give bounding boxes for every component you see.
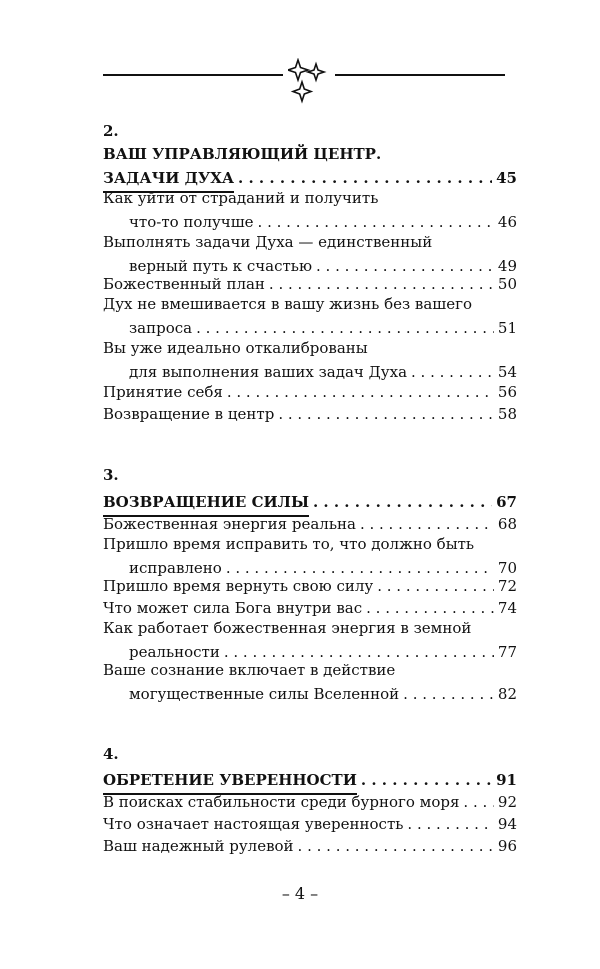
- chapter-4-title[interactable]: ОБРЕТЕНИЕ УВЕРЕННОСТИ . . . 91: [103, 768, 517, 792]
- toc-entry[interactable]: Вы уже идеально откалиброваны для выполнения ваших задач Духа . . . 54: [103, 336, 517, 384]
- toc-entry[interactable]: Что может сила Бога внутри вас . . . 74: [103, 596, 517, 620]
- toc-entry[interactable]: Ваш надежный рулевой . . . 96: [103, 834, 517, 858]
- toc-entry[interactable]: Как работает божественная энергия в земной реальности . . . 77: [103, 616, 517, 664]
- toc-entry[interactable]: Пришло время исправить то, что должно быть исправлено . . . 70: [103, 532, 517, 580]
- toc-entry[interactable]: Возвращение в центр . . . 58: [103, 402, 517, 426]
- toc-entry[interactable]: В поисках стабильности среди бурного моря . . . 92: [103, 790, 517, 814]
- chapter-4-number: 4.: [103, 745, 119, 763]
- page-number: – 4 –: [281, 884, 319, 903]
- toc-entry[interactable]: Дух не вмешивается в вашу жизнь без вашего запроса . . . 51: [103, 292, 517, 340]
- toc-entry[interactable]: Что означает настоящая уверенность . . . 94: [103, 812, 517, 836]
- toc-entry[interactable]: Выполнять задачи Духа — единственный верный путь к счастью . . . 49: [103, 230, 517, 278]
- toc-entry[interactable]: Божественный план . . . 50: [103, 272, 517, 296]
- toc-entry[interactable]: Божественная энергия реальна . . . 68: [103, 512, 517, 536]
- chapter-3-number: 3.: [103, 466, 119, 484]
- header-rule-left: [103, 74, 283, 76]
- chapter-3-title[interactable]: ВОЗВРАЩЕНИЕ СИЛЫ . . . 67: [103, 490, 517, 514]
- toc-entry[interactable]: Пришло время вернуть свою силу . . . 72: [103, 574, 517, 598]
- chapter-2-title[interactable]: ВАШ УПРАВЛЯЮЩИЙ ЦЕНТР. ЗАДАЧИ ДУХА . . . 45: [103, 142, 517, 190]
- header-rule-right: [335, 74, 505, 76]
- stars-ornament-icon: [288, 58, 334, 104]
- toc-entry[interactable]: Ваше сознание включает в действие могущественные силы Вселенной . . . 82: [103, 658, 517, 706]
- chapter-2-number: 2.: [103, 122, 119, 140]
- toc-entry[interactable]: Принятие себя . . . 56: [103, 380, 517, 404]
- toc-entry[interactable]: Как уйти от страданий и получить что-то получше . . . 46: [103, 186, 517, 234]
